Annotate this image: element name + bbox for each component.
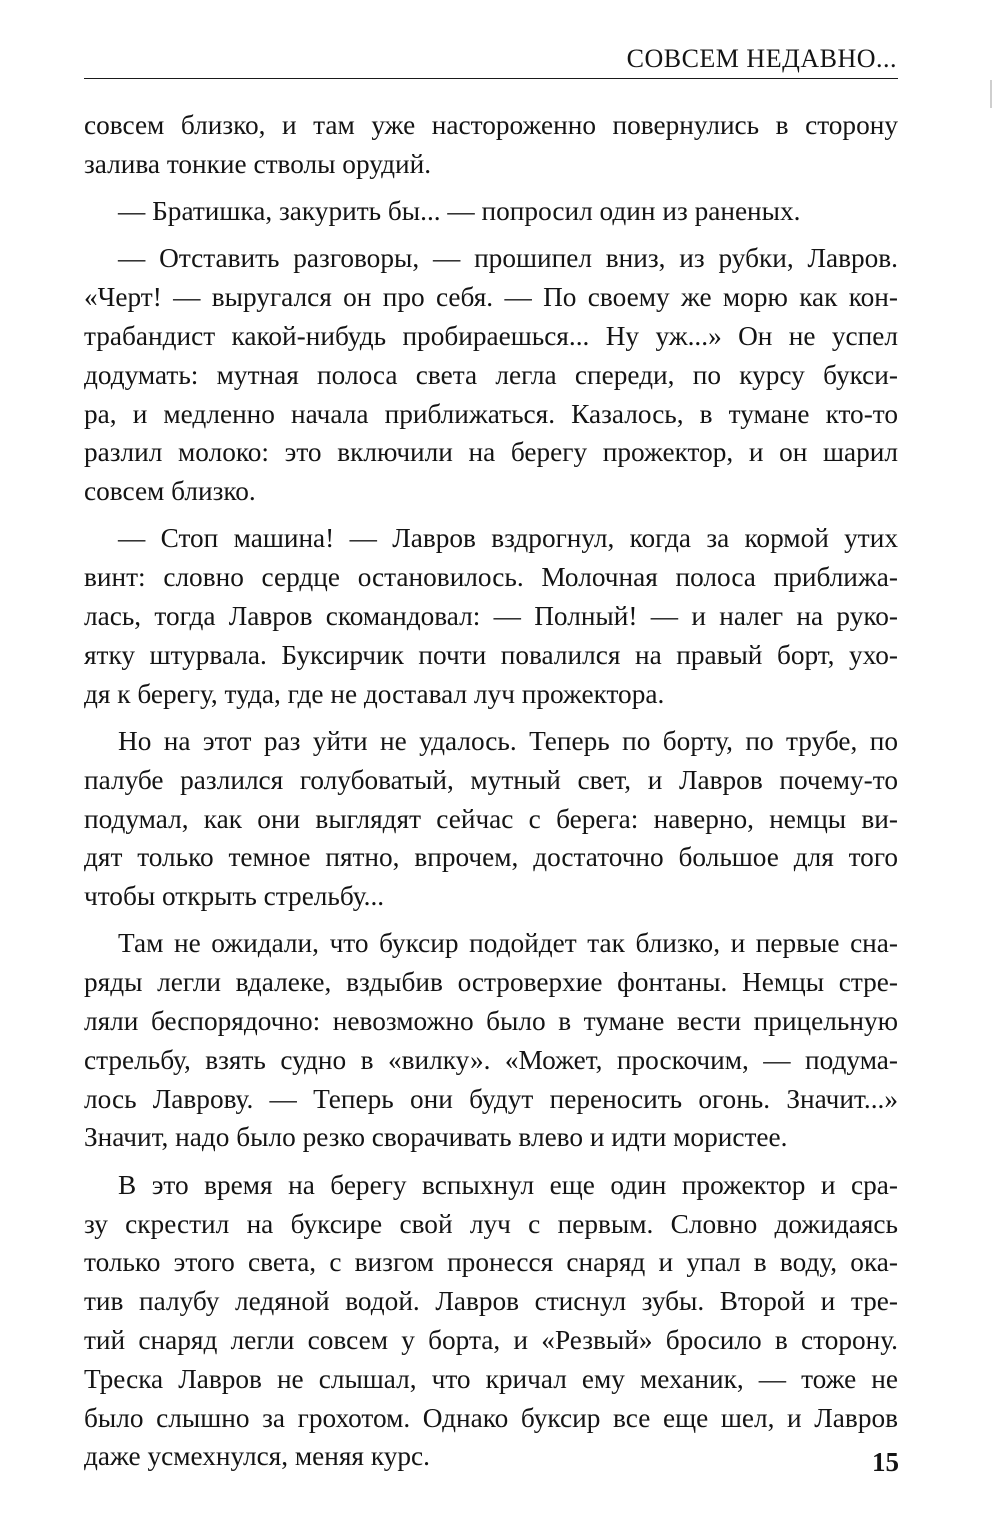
paragraph [84, 519, 898, 713]
paragraph [84, 1166, 898, 1476]
paragraph-gap [84, 713, 898, 722]
text-line: Но на этот раз уйти не удалось. Теперь по борту, по трубе, по [118, 725, 898, 756]
text-line: было слышно за грохотом. Однако буксир все еще шел, и Лавров [84, 1402, 898, 1433]
text-line: В это время на берегу вспыхнул еще один прожектор и сра- [118, 1169, 898, 1200]
paragraph [84, 924, 898, 1157]
text-line: совсем близко, и там уже настороженно повернулись в сторону [84, 110, 898, 140]
text-line: только этого света, с визгом пронесся снаряд и упал в воду, ока- [84, 1247, 898, 1278]
header-rule [84, 78, 898, 79]
paragraph [84, 192, 898, 231]
text-line: додумать: мутная полоса света легла спереди, по курсу букси- [84, 359, 898, 390]
text-line: тив палубу ледяной водой. Лавров стиснул зубы. Второй и тре- [84, 1286, 898, 1317]
text-line: Там не ожидали, что буксир подойдет так близко, и первые сна- [118, 928, 898, 959]
text-line: ряды легли вдалеке, вздыбив островерхие фонтаны. Немцы стре- [84, 967, 898, 998]
text-line: тий снаряд легли совсем у борта, и «Резвый» бросило в сторону. [84, 1324, 898, 1355]
scan-margin-mark [990, 80, 992, 108]
paragraph [84, 722, 898, 916]
text-line: разлил молоко: это включили на берегу прожектор, и он шарил [84, 437, 898, 468]
text-line: «Черт! — выругался он про себя. — По своему же морю как кон- [84, 282, 898, 313]
text-line: ляли беспорядочно: невозможно было в тумане вести прицельную [84, 1006, 898, 1037]
text-line: дя к берегу, туда, где не доставал луч прожектора. [84, 678, 665, 709]
running-head: СОВСЕМ НЕДАВНО... [626, 44, 897, 73]
text-line: Значит, надо было резко сворачивать влево и идти мористее. [84, 1122, 788, 1153]
text-line: — Братишка, закурить бы... — попросил один из раненых. [118, 196, 801, 227]
text-line: — Отставить разговоры, — прошипел вниз, из рубки, Лавров. [118, 243, 898, 274]
text-line: залива тонкие стволы орудий. [84, 148, 432, 179]
text-line: ятку штурвала. Буксирчик почти повалился на правый борт, ухо- [84, 639, 898, 670]
text-line: лось Лаврову. — Теперь они будут переносить огонь. Значит...» [84, 1083, 898, 1114]
text-line: подумал, как они выглядят сейчас с берега: наверно, немцы ви- [84, 803, 898, 834]
paragraph-gap [84, 511, 898, 520]
text-line: трабандист какой-нибудь пробираешься... Ну уж...» Он не успел [84, 320, 898, 351]
text-line: ра, и медленно начала приближаться. Казалось, в тумане кто-то [84, 398, 898, 429]
paragraph-gap [84, 184, 898, 193]
text-line: палубе разлился голубоватый, мутный свет, и Лавров почему-то [84, 764, 898, 795]
paragraph-gap [84, 1157, 898, 1166]
text-line: — Стоп машина! — Лавров вздрогнул, когда за кормой утих [118, 523, 898, 554]
text-line: Треска Лавров не слышал, что кричал ему механик, — тоже не [84, 1363, 898, 1394]
text-line: стрельбу, взять судно в «вилку». «Может, проскочим, — подума- [84, 1044, 898, 1075]
text-line: лась, тогда Лавров скомандовал: — Полный! — и налег на руко- [84, 601, 898, 632]
text-line: зу скрестил на буксире свой луч с первым. Словно дожидаясь [84, 1208, 898, 1239]
text-line: совсем близко. [84, 476, 256, 507]
body-text [84, 106, 898, 1476]
text-line: дят только темное пятно, впрочем, достаточно большое для того [84, 842, 898, 873]
text-line: винт: словно сердце остановилось. Молочная полоса приближа- [84, 562, 898, 593]
page-number: 15 [872, 1447, 899, 1477]
paragraph [84, 106, 898, 184]
text-line: чтобы открыть стрельбу... [84, 881, 385, 912]
paragraph [84, 239, 898, 511]
paragraph-gap [84, 916, 898, 925]
text-line: даже усмехнулся, меняя курс. [84, 1441, 430, 1472]
paragraph-gap [84, 231, 898, 240]
